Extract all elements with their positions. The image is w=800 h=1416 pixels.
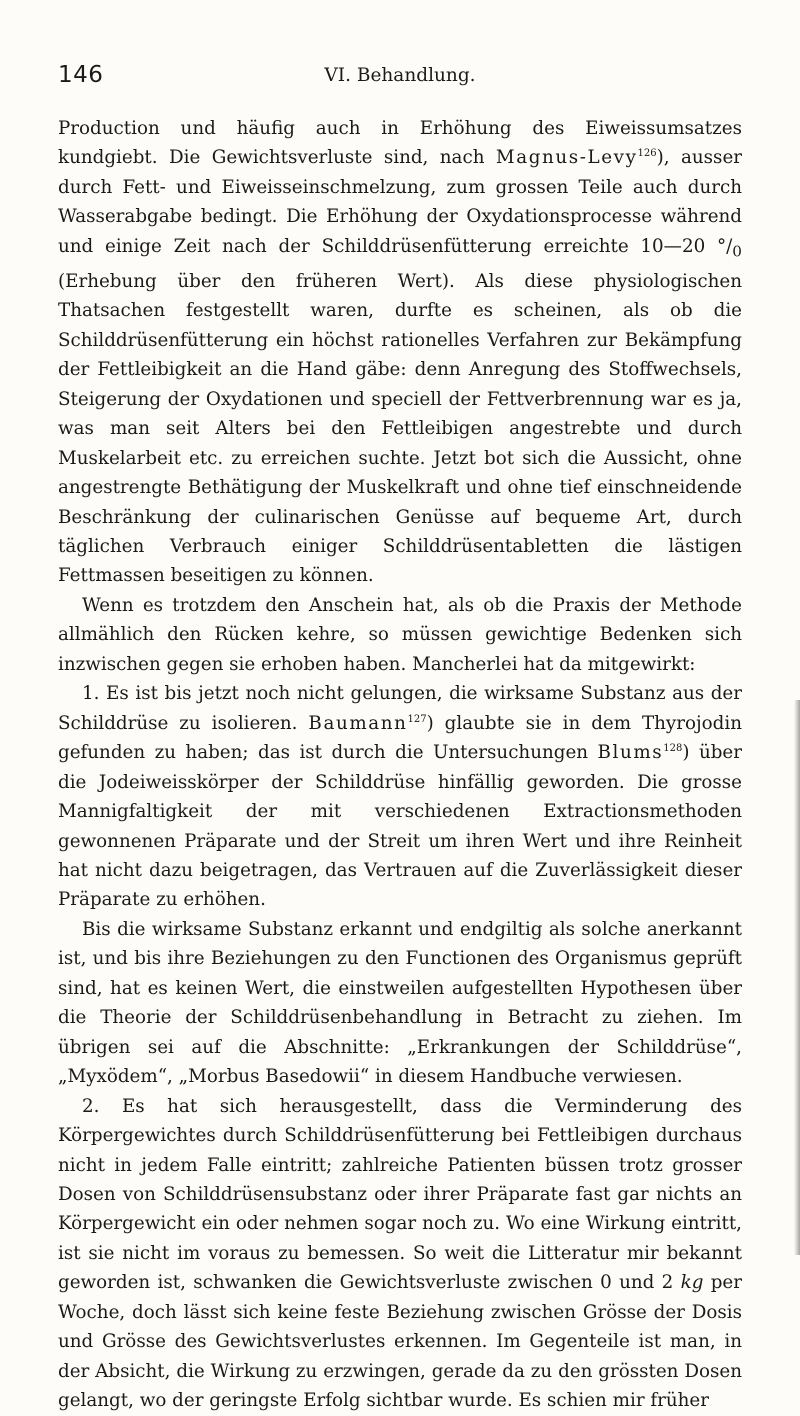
paragraph-3	[58, 679, 742, 915]
author-citation: Baumann	[308, 712, 408, 734]
footnote-reference: 127	[407, 713, 427, 725]
author-citation: Magnus-Levy	[495, 147, 638, 169]
running-head	[58, 62, 742, 98]
paragraph-1	[58, 114, 742, 591]
paragraph-5	[58, 1092, 742, 1416]
paragraph-text: 2. Es hat sich herausgestellt, dass die Verminderung des Körpergewichtes durch Schilddrüsenfütterung bei Fettleibigen durchaus nicht in jedem Falle eintritt; zahlreiche Patienten büssen trotz grosser Dosen von Schilddrüsensubstanz oder ihrer Präparate fast gar nichts an Körpergewicht ein oder nehmen sogar noch zu. Wo eine Wirkung eintritt, ist sie nicht im voraus zu bemessen. So weit die Litteratur mir bekannt geworden ist, schwanken die Gewichtsverluste zwischen 0 und 2	[58, 1095, 742, 1294]
paragraph-text: (Erhebung über den früheren Wert). Als diese physiologischen Thatsachen festgestellt waren, durfte es scheinen, als ob die Schilddrüsenfütterung ein höchst rationelles Verfahren zur Bekämpfung der Fettleibigkeit an die Hand gäbe: denn Anregung des Stoffwechsels, Steigerung der Oxydationen und speciell der Fettverbrennung war es ja, was man seit Alters bei den Fettleibigen angestrebte und durch Muskelarbeit etc. zu erreichen suchte. Jetzt bot sich die Aussicht, ohne angestrengte Bethätigung der Muskelkraft und ohne tief einschneidende Beschränkung der culinarischen Genüsse auf bequeme Art, durch täglichen Verbrauch einiger Schilddrüsentabletten die lästigen Fettmassen beseitigen zu können.	[58, 270, 742, 587]
unit-kg: kg	[680, 1272, 704, 1294]
footnote-reference: 126	[637, 148, 657, 160]
chapter-title: VI. Behandlung.	[324, 65, 476, 86]
body-text	[58, 114, 742, 1416]
paragraph-text: ) über die Jodeiweisskörper der Schilddrüse hinfällig geworden. Die grosse Mannigfaltigkeit der mit verschiedenen Extractionsmethoden gewonnenen Präparate und der Streit um ihren Wert und ihre Reinheit hat nicht dazu beigetragen, das Vertrauen auf die Zuverlässigkeit dieser Präparate zu erhöhen.	[58, 742, 742, 911]
percent-subscript: 0	[732, 242, 742, 261]
paragraph-4: Bis die wirksame Substanz erkannt und endgiltig als solche anerkannt ist, und bis ihre Beziehungen zu den Functionen des Organismus geprüft sind, hat es keinen Wert, die einstweilen aufgestellten Hypothesen über die Theorie der Schilddrüsenbehandlung in Betracht zu ziehen. Im übrigen sei auf die Abschnitte: „Erkrankungen der Schilddrüse“, „Myxödem“, „Morbus Basedowii“ in diesem Handbuche verwiesen.	[58, 918, 742, 1088]
paragraph-2: Wenn es trotzdem den Anschein hat, als ob die Praxis der Methode allmählich den Rücken kehre, so müssen gewichtige Bedenken sich inzwischen gegen sie erhoben haben. Mancherlei hat da mitgewirkt:	[58, 594, 742, 675]
author-citation: Blums	[597, 742, 664, 764]
paragraph-text: per Woche, doch lässt sich keine feste Beziehung zwischen Grösse der Dosis und Grösse des Gewichtsverlustes erkennen. Im Gegenteile ist man, in der Absicht, die Wirkung zu erzwingen, gerade da zu den grössten Dosen gelangt, wo der geringste Erfolg sichtbar wurde. Es schien mir früher	[58, 1272, 742, 1412]
paragraph-text: 1. Es ist bis jetzt noch nicht gelungen, die wirksame Substanz aus der Schilddrüse zu isolieren.	[58, 683, 742, 734]
page-number: 146	[58, 62, 104, 88]
footnote-reference: 128	[663, 743, 683, 755]
paragraph-text: Production und häufig auch in Erhöhung des Eiweissumsatzes kundgiebt. Die Gewichtsverluste sind, nach	[58, 118, 742, 169]
page-edge-shadow	[794, 700, 800, 1255]
paragraph-text: ), ausser durch Fett- und Eiweisseinschmelzung, zum grossen Teile auch durch Wasserabgabe bedingt. Die Erhöhung der Oxydationsprocesse während und einige Zeit nach der Schilddrüsenfütterung erreichte 10—20 °/	[58, 147, 742, 257]
paragraph-text: ) glaubte sie in dem Thyrojodin gefunden zu haben; das ist durch die Untersuchungen	[58, 712, 743, 764]
